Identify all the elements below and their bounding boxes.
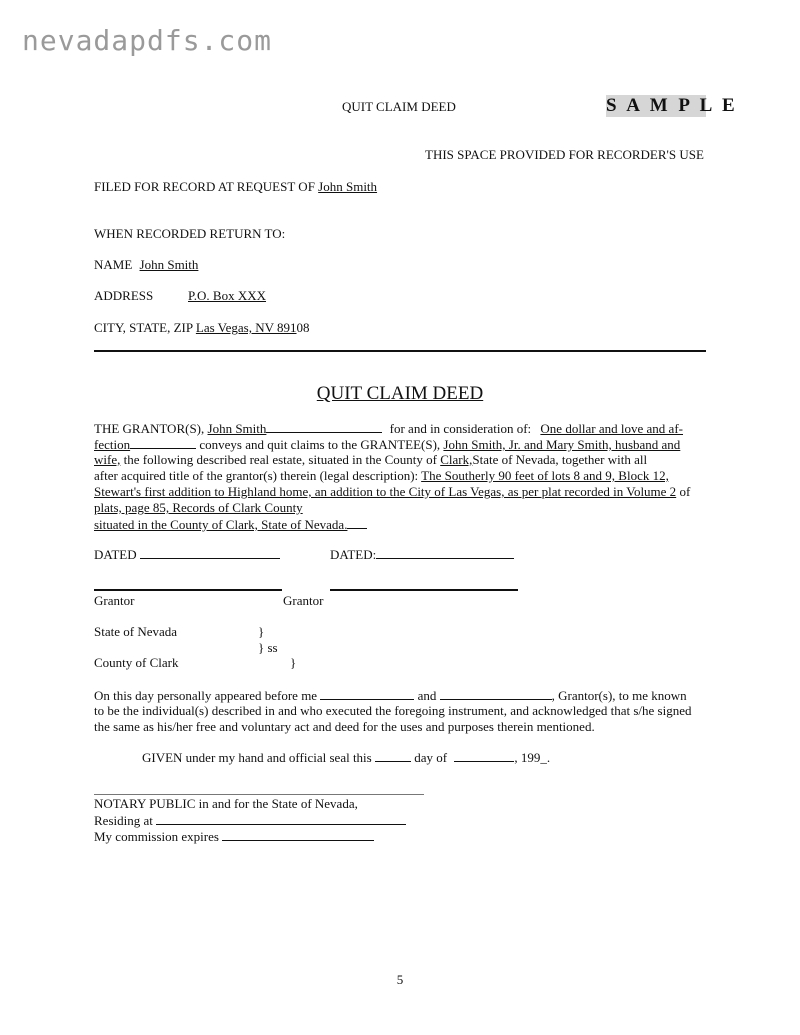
consideration-blank bbox=[130, 436, 196, 449]
page-number: 5 bbox=[396, 972, 404, 987]
ack-and: and bbox=[417, 688, 437, 703]
csz-tail: 08 bbox=[296, 320, 310, 335]
csz-row bbox=[94, 320, 310, 336]
watermark: nevadapdfs.com bbox=[22, 24, 273, 57]
venue-state: State of Nevada bbox=[94, 624, 178, 639]
consideration-value: One dollar and love and af- bbox=[540, 421, 683, 436]
dated-blank-1[interactable] bbox=[140, 546, 280, 559]
venue-brace-1: } bbox=[258, 624, 265, 639]
grantor-label: THE GRANTOR(S), bbox=[94, 421, 205, 436]
ack-line-3: the same as his/her free and voluntary act and deed for the uses and purposes therein mentioned. bbox=[94, 719, 595, 734]
filed-value: John Smith bbox=[318, 179, 378, 194]
filed-label: FILED FOR RECORD AT REQUEST OF bbox=[94, 179, 315, 194]
grantor-blank bbox=[266, 420, 382, 433]
deed-heading: QUIT CLAIM DEED bbox=[316, 383, 484, 404]
legal-desc-blank bbox=[347, 516, 367, 529]
legal-desc-4: situated in the County of Clark, State of Nevada. bbox=[94, 517, 348, 532]
given-text: GIVEN under my hand and official seal this bbox=[142, 750, 372, 765]
venue-brace-2: } bbox=[290, 655, 297, 670]
deed-line-1 bbox=[94, 420, 683, 437]
given-day-blank[interactable] bbox=[375, 749, 411, 762]
legal-desc-label: after acquired title of the grantor(s) therein (legal description): bbox=[94, 468, 419, 483]
venue-county: County of Clark bbox=[94, 655, 179, 670]
sample-stamp: S A M P L E bbox=[606, 95, 738, 116]
legal-desc-1: The Southerly 90 feet of lots 8 and 9, Block 12, bbox=[421, 468, 669, 483]
dated-label-2: DATED: bbox=[330, 547, 377, 562]
deed-line-5 bbox=[94, 484, 690, 500]
ack-blank-2[interactable] bbox=[440, 687, 552, 700]
notary-line-2 bbox=[94, 812, 406, 829]
deed-line-2 bbox=[94, 436, 680, 453]
notary-line-3 bbox=[94, 828, 374, 845]
deed-line-3 bbox=[94, 452, 647, 468]
venue-ss: } ss bbox=[258, 640, 278, 655]
ack-line-1 bbox=[94, 687, 687, 704]
csz-label: CITY, STATE, ZIP bbox=[94, 320, 193, 335]
recorder-space-note: THIS SPACE PROVIDED FOR RECORDER'S USE bbox=[425, 147, 704, 162]
state-text: State of Nevada, together with all bbox=[472, 452, 648, 467]
legal-desc-2: Stewart's first addition to Highland home, an addition to the City of Las Vegas, as per plat recorded in Volume 2 bbox=[94, 484, 677, 499]
name-value: John Smith bbox=[139, 257, 199, 272]
given-line bbox=[142, 749, 550, 766]
commission-blank[interactable] bbox=[222, 828, 374, 841]
dated-blank-2[interactable] bbox=[376, 546, 514, 559]
grantee-cont: wife, bbox=[94, 452, 121, 467]
filed-for-record bbox=[94, 179, 377, 195]
address-value: P.O. Box XXX bbox=[188, 288, 267, 303]
grantor-signature-line-2[interactable] bbox=[330, 589, 518, 591]
name-row bbox=[94, 257, 198, 273]
given-month-blank[interactable] bbox=[454, 749, 514, 762]
grantor-value: John Smith bbox=[207, 421, 267, 436]
residing-label: Residing at bbox=[94, 813, 153, 828]
notary-line-1: NOTARY PUBLIC in and for the State of Nevada, bbox=[94, 796, 358, 811]
doc-title: QUIT CLAIM DEED bbox=[342, 99, 456, 114]
consideration-cont: fection bbox=[94, 437, 131, 452]
deed-line-4 bbox=[94, 468, 669, 484]
grantee-value: John Smith, Jr. and Mary Smith, husband and bbox=[443, 437, 681, 452]
given-day-of: day of bbox=[414, 750, 448, 765]
commission-label: My commission expires bbox=[94, 829, 219, 844]
grantor-label-1: Grantor bbox=[94, 593, 135, 608]
dated-label-1: DATED bbox=[94, 547, 137, 562]
section-divider bbox=[94, 350, 706, 352]
return-label: WHEN RECORDED RETURN TO: bbox=[94, 226, 286, 241]
ack-grantors: , Grantor(s), to me known bbox=[551, 688, 687, 703]
dated-row-1 bbox=[94, 546, 280, 563]
grantor-signature-line-1[interactable] bbox=[94, 589, 282, 591]
name-label: NAME bbox=[94, 257, 133, 272]
residing-blank[interactable] bbox=[156, 812, 406, 825]
dated-row-2 bbox=[330, 546, 514, 563]
deed-line-7 bbox=[94, 516, 367, 533]
grantor-label-2: Grantor bbox=[283, 593, 324, 608]
ack-appeared: On this day personally appeared before me bbox=[94, 688, 318, 703]
real-estate-text: the following described real estate, situated in the County of bbox=[123, 452, 437, 467]
legal-desc-3: plats, page 85, Records of Clark County bbox=[94, 500, 303, 515]
notary-signature-line[interactable] bbox=[94, 794, 424, 795]
ack-blank-1[interactable] bbox=[320, 687, 414, 700]
ack-line-2: to be the individual(s) described in and who executed the foregoing instrument, and acknowledged that s/he signed bbox=[94, 703, 692, 718]
address-label: ADDRESS bbox=[94, 288, 154, 303]
consideration-label: for and in consideration of: bbox=[389, 421, 532, 436]
conveys-text: conveys and quit claims to the GRANTEE(S), bbox=[199, 437, 441, 452]
csz-value: Las Vegas, NV 891 bbox=[195, 320, 297, 335]
given-year: , 199_. bbox=[514, 750, 551, 765]
legal-desc-2-tail: of bbox=[679, 484, 691, 499]
county-value: Clark, bbox=[440, 452, 473, 467]
